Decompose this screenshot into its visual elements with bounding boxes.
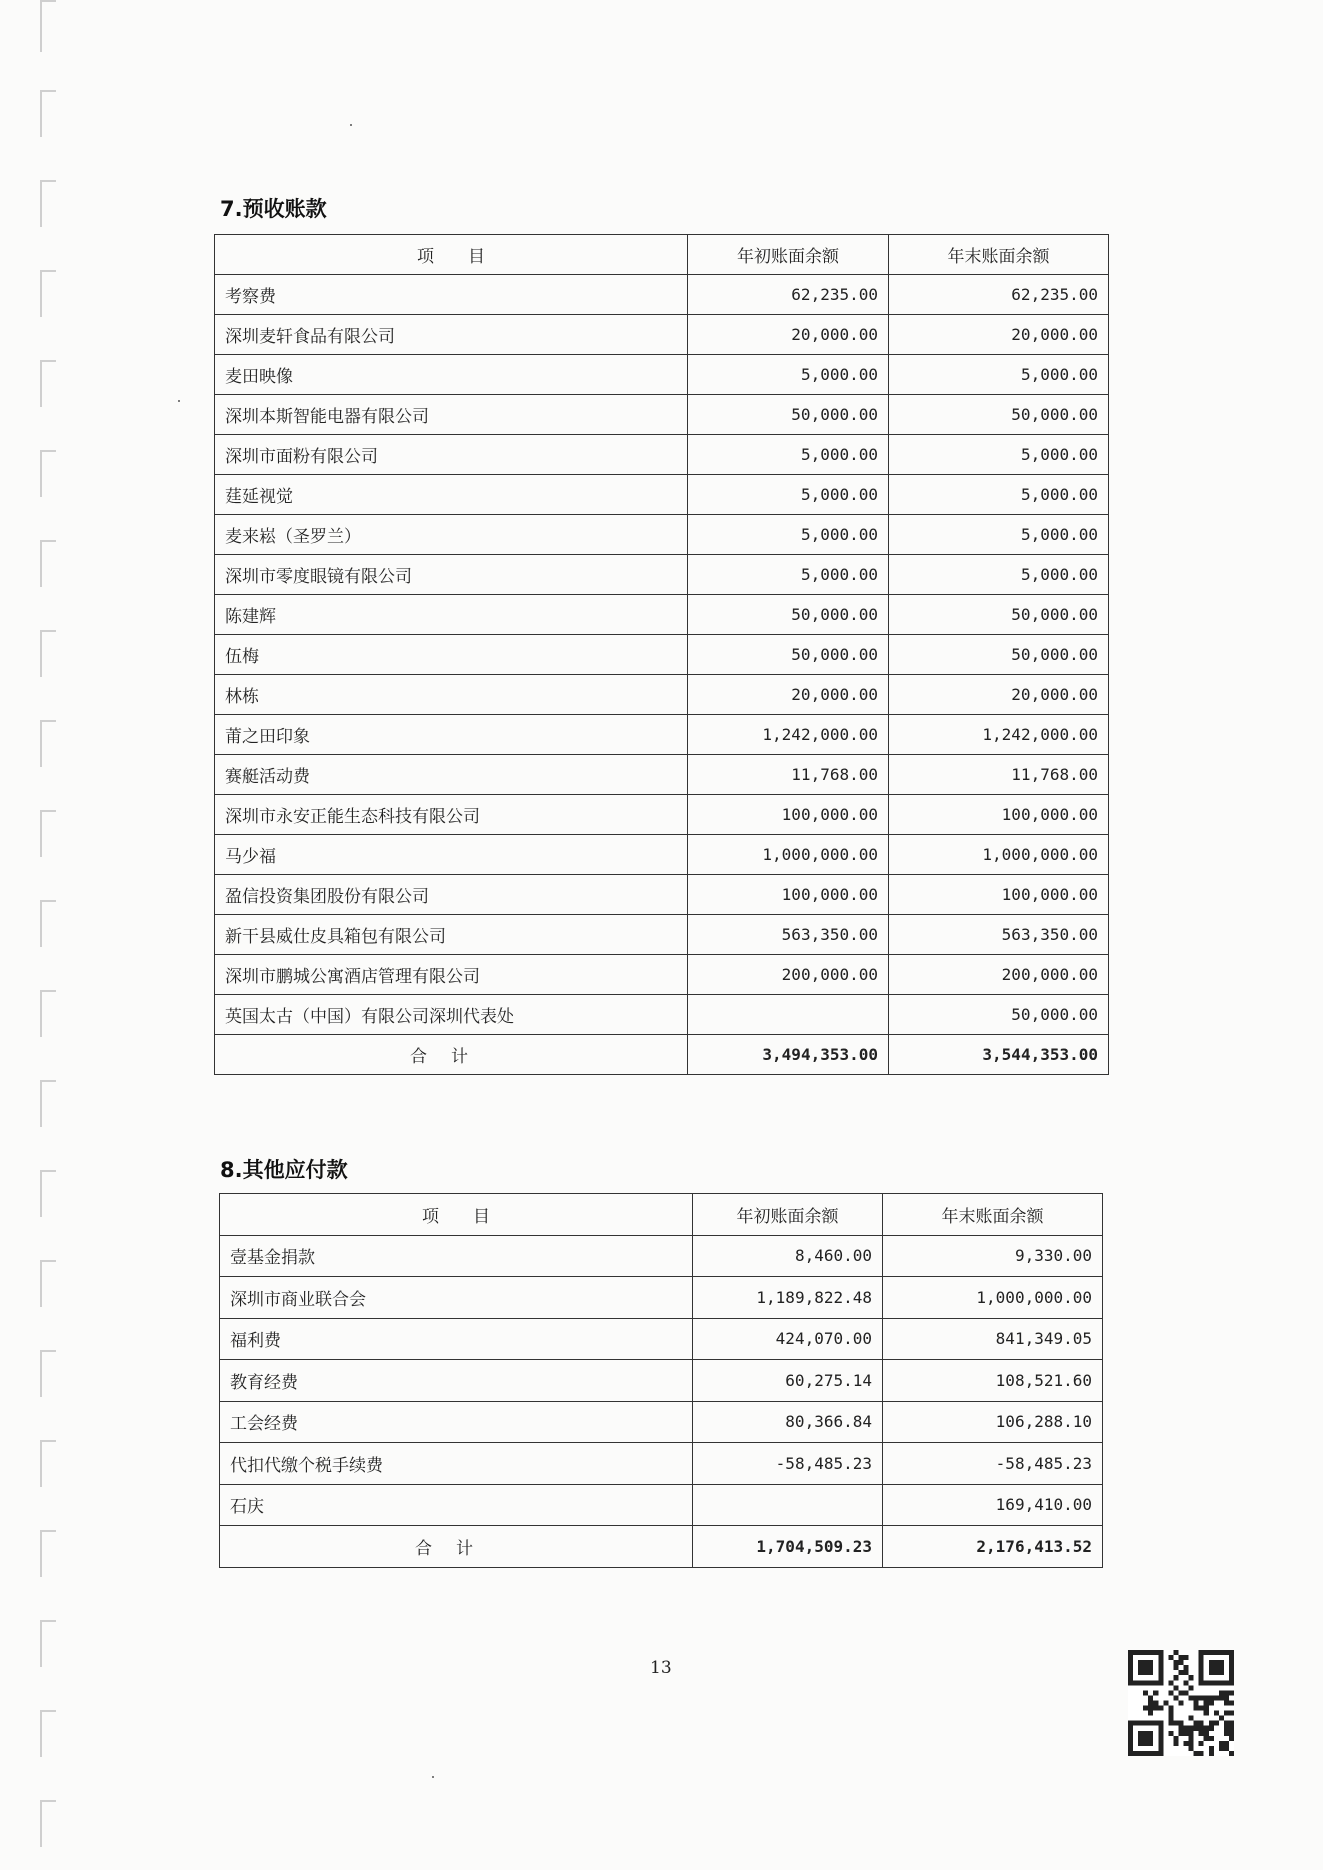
row-item-name: 代扣代缴个税手续费 [220, 1443, 693, 1485]
binder-mark [40, 450, 56, 497]
table-row [220, 1484, 1103, 1526]
binder-mark [40, 270, 56, 317]
row-opening-balance: 5,000.00 [688, 435, 889, 475]
row-opening-balance: 100,000.00 [688, 875, 889, 915]
table-row [215, 995, 1109, 1035]
binder-mark [40, 1620, 56, 1667]
row-item-name: 深圳市鹏城公寓酒店管理有限公司 [215, 955, 688, 995]
row-closing-balance: -58,485.23 [883, 1443, 1103, 1485]
table-row [220, 1235, 1103, 1277]
header-opening-balance: 年初账面余额 [693, 1194, 883, 1236]
row-opening-balance: 5,000.00 [688, 475, 889, 515]
binder-mark [40, 1440, 56, 1487]
scan-speck [350, 124, 352, 126]
row-item-name: 石庆 [220, 1484, 693, 1526]
row-opening-balance: -58,485.23 [693, 1443, 883, 1485]
row-closing-balance: 5,000.00 [889, 555, 1109, 595]
row-opening-balance: 5,000.00 [688, 555, 889, 595]
table-row [215, 595, 1109, 635]
row-closing-balance: 1,000,000.00 [883, 1277, 1103, 1319]
section-title-other-payables: 8.其他应付款 [220, 1158, 348, 1182]
table-row [215, 555, 1109, 595]
total-closing-balance: 2,176,413.52 [883, 1526, 1103, 1568]
scan-speck [178, 400, 180, 402]
row-closing-balance: 100,000.00 [889, 875, 1109, 915]
row-opening-balance: 1,242,000.00 [688, 715, 889, 755]
binder-mark [40, 0, 56, 52]
binder-mark [40, 1710, 56, 1757]
row-opening-balance: 200,000.00 [688, 955, 889, 995]
row-item-name: 赛艇活动费 [215, 755, 688, 795]
row-opening-balance: 8,460.00 [693, 1235, 883, 1277]
binder-mark [40, 990, 56, 1037]
other-payables-table [219, 1193, 1103, 1568]
header-item: 项 目 [215, 235, 688, 275]
page-number: 13 [650, 1658, 672, 1678]
row-opening-balance: 80,366.84 [693, 1401, 883, 1443]
row-item-name: 麦来崧（圣罗兰） [215, 515, 688, 555]
row-opening-balance: 62,235.00 [688, 275, 889, 315]
row-opening-balance: 11,768.00 [688, 755, 889, 795]
row-opening-balance [688, 995, 889, 1035]
binder-mark [40, 1260, 56, 1307]
qr-code-icon [1128, 1650, 1234, 1756]
row-closing-balance: 5,000.00 [889, 435, 1109, 475]
table-row [215, 795, 1109, 835]
row-item-name: 莆之田印象 [215, 715, 688, 755]
total-row [220, 1526, 1103, 1568]
binder-mark [40, 360, 56, 407]
table-row [220, 1443, 1103, 1485]
total-opening-balance: 3,494,353.00 [688, 1035, 889, 1075]
scan-speck [432, 1776, 434, 1778]
binder-mark [40, 1800, 56, 1847]
table-row [215, 275, 1109, 315]
row-item-name: 马少福 [215, 835, 688, 875]
binder-mark [40, 180, 56, 227]
row-opening-balance: 563,350.00 [688, 915, 889, 955]
row-item-name: 麦田映像 [215, 355, 688, 395]
total-label: 合计 [215, 1035, 688, 1075]
binder-mark [40, 720, 56, 767]
row-item-name: 教育经费 [220, 1360, 693, 1402]
row-closing-balance: 200,000.00 [889, 955, 1109, 995]
header-closing-balance: 年末账面余额 [883, 1194, 1103, 1236]
table-row [215, 915, 1109, 955]
header-opening-balance: 年初账面余额 [688, 235, 889, 275]
table-row [215, 875, 1109, 915]
table-row [215, 835, 1109, 875]
binder-mark [40, 1080, 56, 1127]
row-item-name: 林栋 [215, 675, 688, 715]
row-opening-balance: 50,000.00 [688, 395, 889, 435]
row-closing-balance: 100,000.00 [889, 795, 1109, 835]
table-row [215, 315, 1109, 355]
row-closing-balance: 50,000.00 [889, 635, 1109, 675]
row-item-name: 考察费 [215, 275, 688, 315]
row-item-name: 福利费 [220, 1318, 693, 1360]
row-opening-balance: 5,000.00 [688, 515, 889, 555]
row-closing-balance: 106,288.10 [883, 1401, 1103, 1443]
row-opening-balance: 50,000.00 [688, 635, 889, 675]
row-closing-balance: 5,000.00 [889, 355, 1109, 395]
row-item-name: 深圳市零度眼镜有限公司 [215, 555, 688, 595]
row-opening-balance: 5,000.00 [688, 355, 889, 395]
header-item: 项 目 [220, 1194, 693, 1236]
table-row [215, 515, 1109, 555]
row-item-name: 深圳市永安正能生态科技有限公司 [215, 795, 688, 835]
row-opening-balance: 50,000.00 [688, 595, 889, 635]
table-row [220, 1401, 1103, 1443]
row-opening-balance [693, 1484, 883, 1526]
row-closing-balance: 169,410.00 [883, 1484, 1103, 1526]
row-closing-balance: 1,000,000.00 [889, 835, 1109, 875]
row-closing-balance: 62,235.00 [889, 275, 1109, 315]
row-item-name: 新干县威仕皮具箱包有限公司 [215, 915, 688, 955]
total-opening-balance: 1,704,509.23 [693, 1526, 883, 1568]
row-closing-balance: 9,330.00 [883, 1235, 1103, 1277]
row-item-name: 深圳本斯智能电器有限公司 [215, 395, 688, 435]
table-row [215, 755, 1109, 795]
row-opening-balance: 20,000.00 [688, 315, 889, 355]
table-row [215, 955, 1109, 995]
table-row [215, 475, 1109, 515]
header-closing-balance: 年末账面余额 [889, 235, 1109, 275]
row-closing-balance: 5,000.00 [889, 515, 1109, 555]
table-row [220, 1277, 1103, 1319]
table-row [215, 635, 1109, 675]
row-closing-balance: 1,242,000.00 [889, 715, 1109, 755]
row-opening-balance: 1,189,822.48 [693, 1277, 883, 1319]
row-item-name: 莛延视觉 [215, 475, 688, 515]
advance-receipts-table [214, 234, 1109, 1075]
table-header-row [220, 1194, 1103, 1236]
row-item-name: 深圳市商业联合会 [220, 1277, 693, 1319]
table-row [215, 715, 1109, 755]
row-item-name: 工会经费 [220, 1401, 693, 1443]
row-closing-balance: 20,000.00 [889, 315, 1109, 355]
row-closing-balance: 11,768.00 [889, 755, 1109, 795]
row-closing-balance: 563,350.00 [889, 915, 1109, 955]
row-closing-balance: 108,521.60 [883, 1360, 1103, 1402]
row-closing-balance: 20,000.00 [889, 675, 1109, 715]
row-opening-balance: 100,000.00 [688, 795, 889, 835]
row-opening-balance: 1,000,000.00 [688, 835, 889, 875]
row-item-name: 陈建辉 [215, 595, 688, 635]
binder-mark [40, 1530, 56, 1577]
row-opening-balance: 60,275.14 [693, 1360, 883, 1402]
row-closing-balance: 50,000.00 [889, 995, 1109, 1035]
binder-mark [40, 1350, 56, 1397]
binder-mark [40, 1170, 56, 1217]
table-row [215, 355, 1109, 395]
binder-mark [40, 540, 56, 587]
table-row [215, 435, 1109, 475]
table-row [220, 1360, 1103, 1402]
row-item-name: 深圳市面粉有限公司 [215, 435, 688, 475]
binder-mark [40, 630, 56, 677]
row-item-name: 伍梅 [215, 635, 688, 675]
row-item-name: 盈信投资集团股份有限公司 [215, 875, 688, 915]
row-opening-balance: 424,070.00 [693, 1318, 883, 1360]
total-label: 合计 [220, 1526, 693, 1568]
total-row [215, 1035, 1109, 1075]
row-closing-balance: 50,000.00 [889, 395, 1109, 435]
row-opening-balance: 20,000.00 [688, 675, 889, 715]
binder-mark [40, 90, 56, 137]
table-row [220, 1318, 1103, 1360]
row-closing-balance: 5,000.00 [889, 475, 1109, 515]
binder-mark [40, 810, 56, 857]
row-item-name: 英国太古（中国）有限公司深圳代表处 [215, 995, 688, 1035]
binder-mark [40, 900, 56, 947]
total-closing-balance: 3,544,353.00 [889, 1035, 1109, 1075]
row-closing-balance: 50,000.00 [889, 595, 1109, 635]
table-row [215, 675, 1109, 715]
table-header-row [215, 235, 1109, 275]
table-row [215, 395, 1109, 435]
section-title-advance-receipts: 7.预收账款 [220, 197, 327, 221]
row-closing-balance: 841,349.05 [883, 1318, 1103, 1360]
row-item-name: 深圳麦轩食品有限公司 [215, 315, 688, 355]
row-item-name: 壹基金捐款 [220, 1235, 693, 1277]
